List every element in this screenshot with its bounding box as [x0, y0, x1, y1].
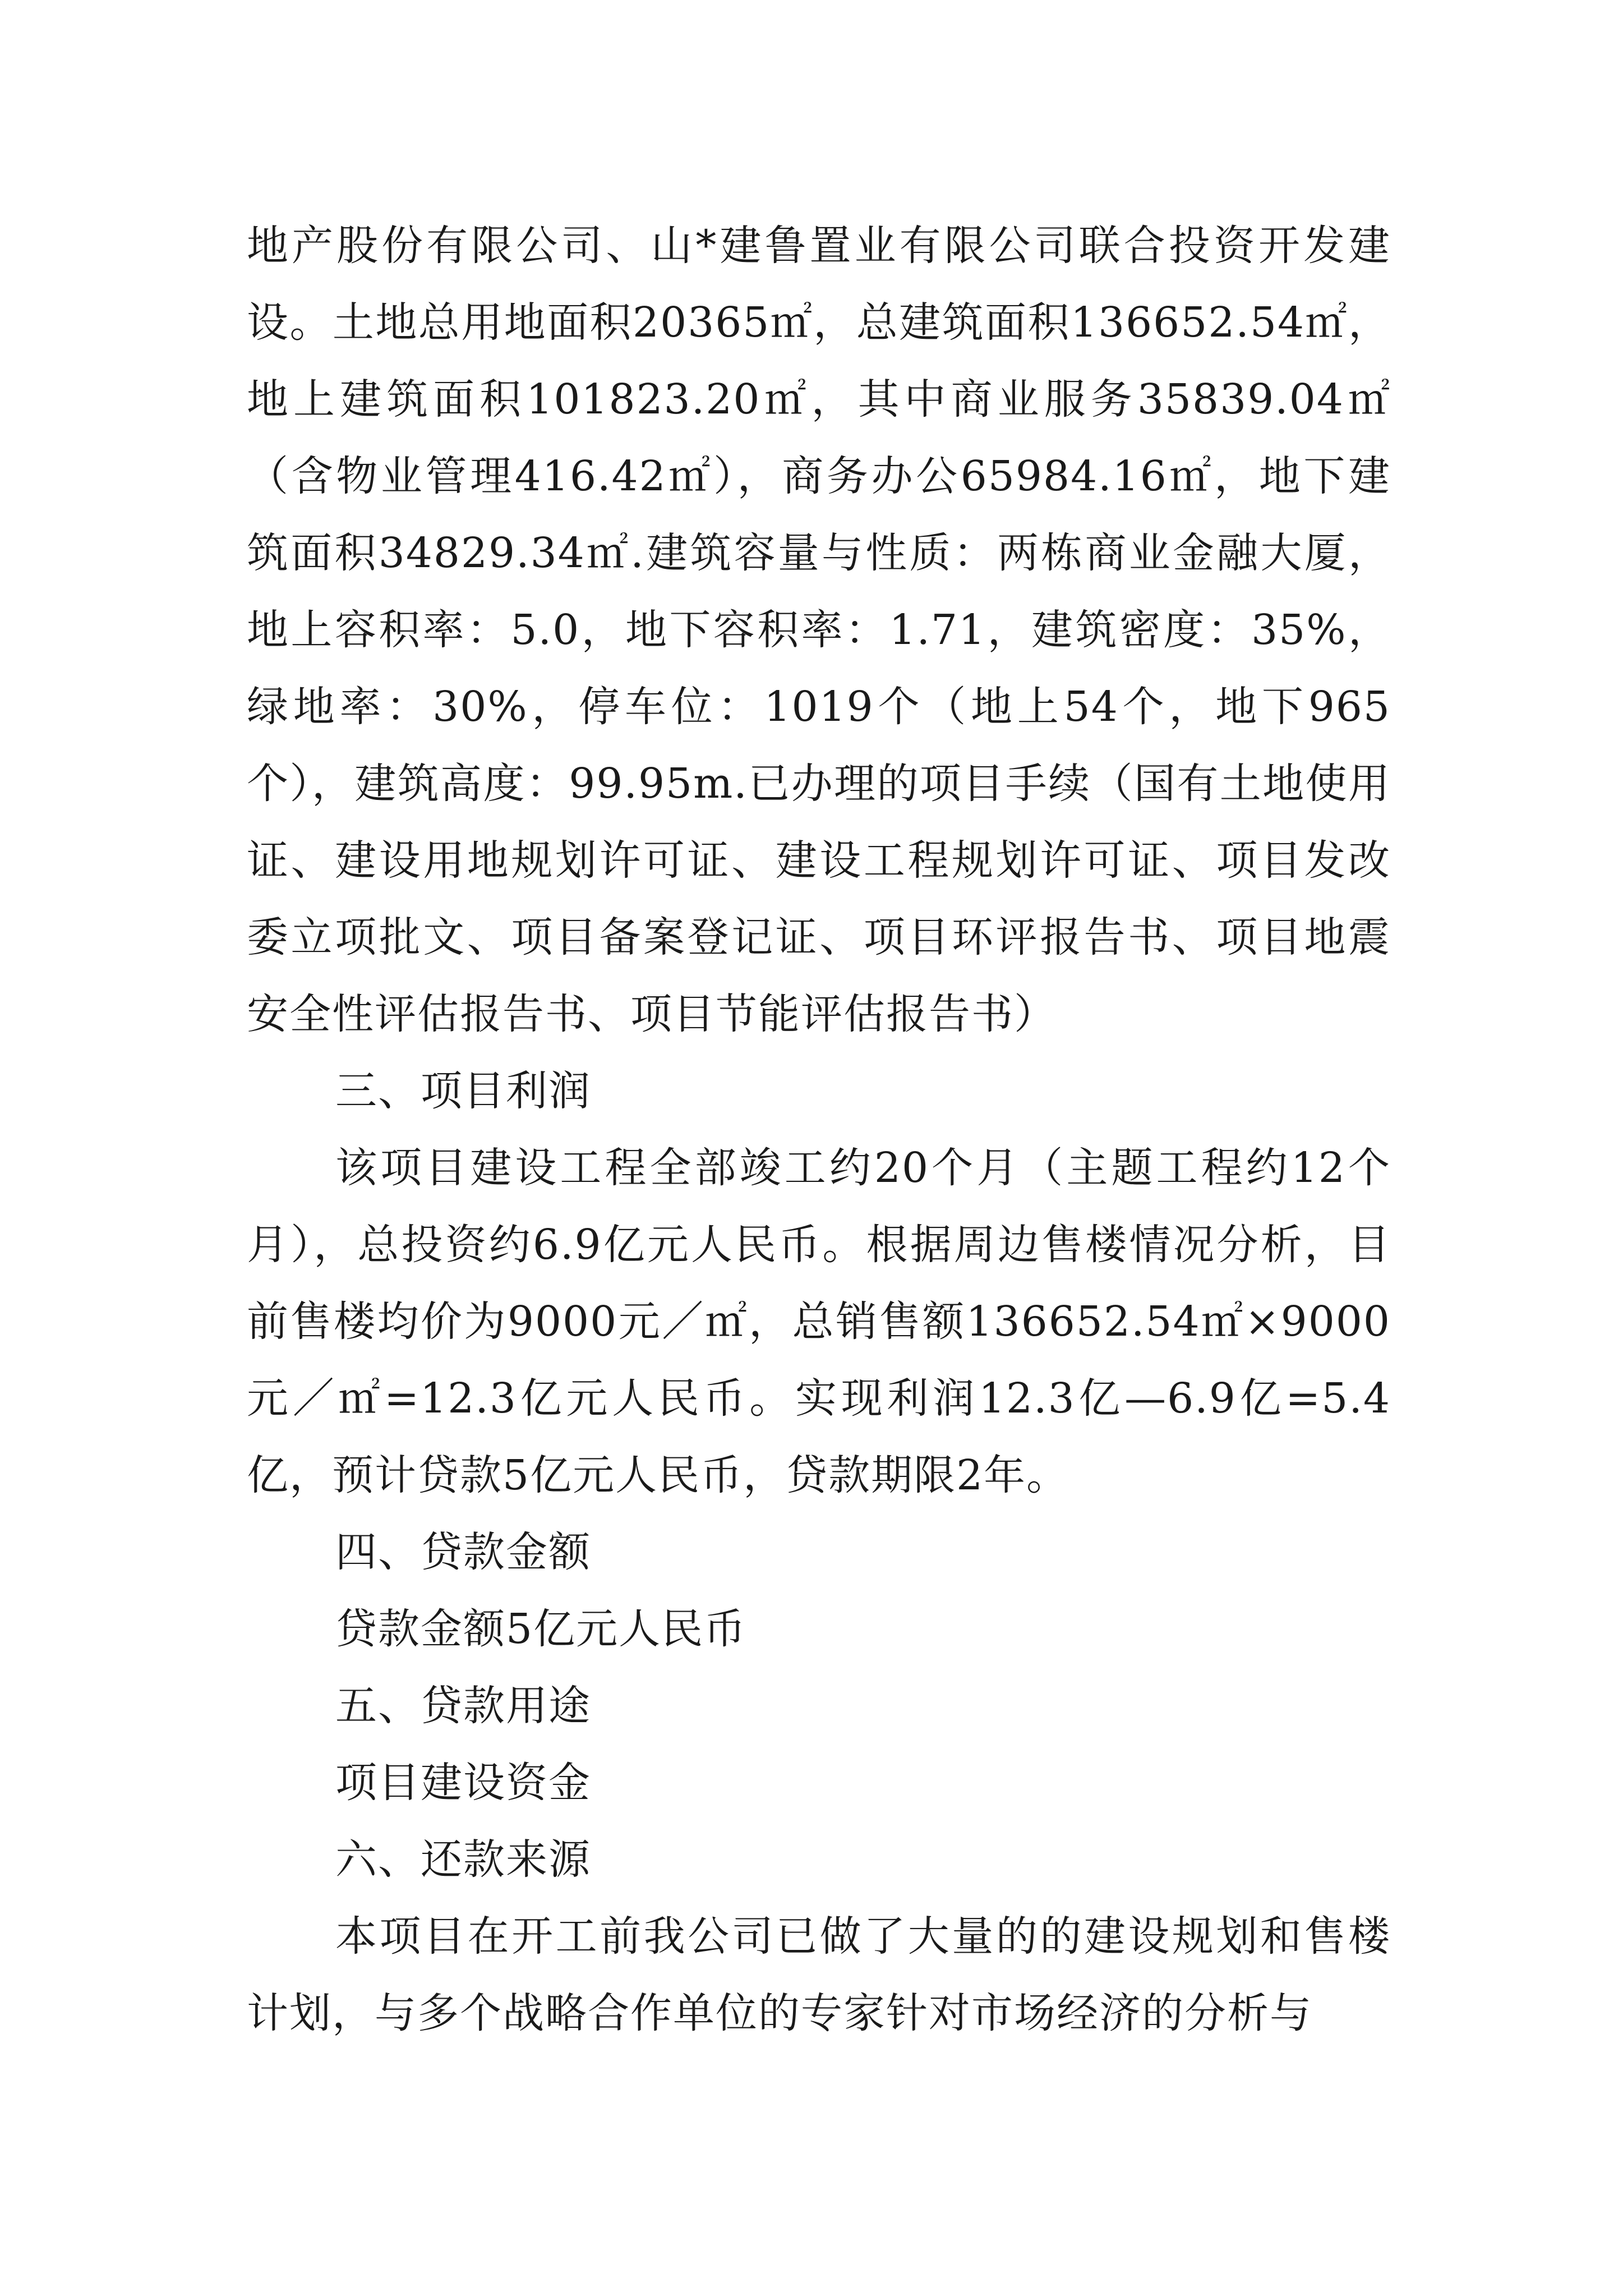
paragraph-loan-purpose: 项目建设资金	[335, 1759, 591, 1807]
paragraph-repayment-source: 本项目在开工前我公司已做了大量的的建设规划和售楼计划，与多个战略合作单位的专家针对市场经济的分析与	[247, 1912, 1391, 2037]
document-body	[247, 208, 1391, 2052]
section-heading-repayment-source: 六、还款来源	[335, 1835, 591, 1884]
section-heading-loan-amount: 四、贷款金额	[335, 1528, 591, 1576]
section-heading-project-profit: 三、项目利润	[335, 1067, 591, 1115]
paragraph-project-details: 地产股份有限公司、山*建鲁置业有限公司联合投资开发建设。土地总用地面积20365㎡，总建筑面积136652.54㎡，地上建筑面积101823.20㎡，其中商业服务35839.04㎡（含物业管理416.42㎡），商务办公65984.16㎡，地下建筑面积34829.34㎡.建筑容量与性质：两栋商业金融大厦，地上容积率：5.0，地下容积率：1.71，建筑密度：35%，绿地率：30%，停车位：1019个（地上54个，地下965个），建筑高度：99.95m.已办理的项目手续（国有土地使用证、建设用地规划许可证、建设工程规划许可证、项目发改委立项批文、项目备案登记证、项目环评报告书、项目地震安全性评估报告书、项目节能评估报告书）	[247, 222, 1391, 1038]
paragraph-project-profit: 该项目建设工程全部竣工约20个月（主题工程约12个月），总投资约6.9亿元人民币。根据周边售楼情况分析，目前售楼均价为9000元／㎡，总销售额136652.54㎡×9000元／㎡=12.3亿元人民币。实现利润12.3亿—6.9亿=5.4亿，预计贷款5亿元人民币，贷款期限2年。	[247, 1144, 1391, 1499]
paragraph-loan-amount: 贷款金额5亿元人民币	[335, 1605, 747, 1653]
section-heading-loan-purpose: 五、贷款用途	[335, 1682, 591, 1730]
